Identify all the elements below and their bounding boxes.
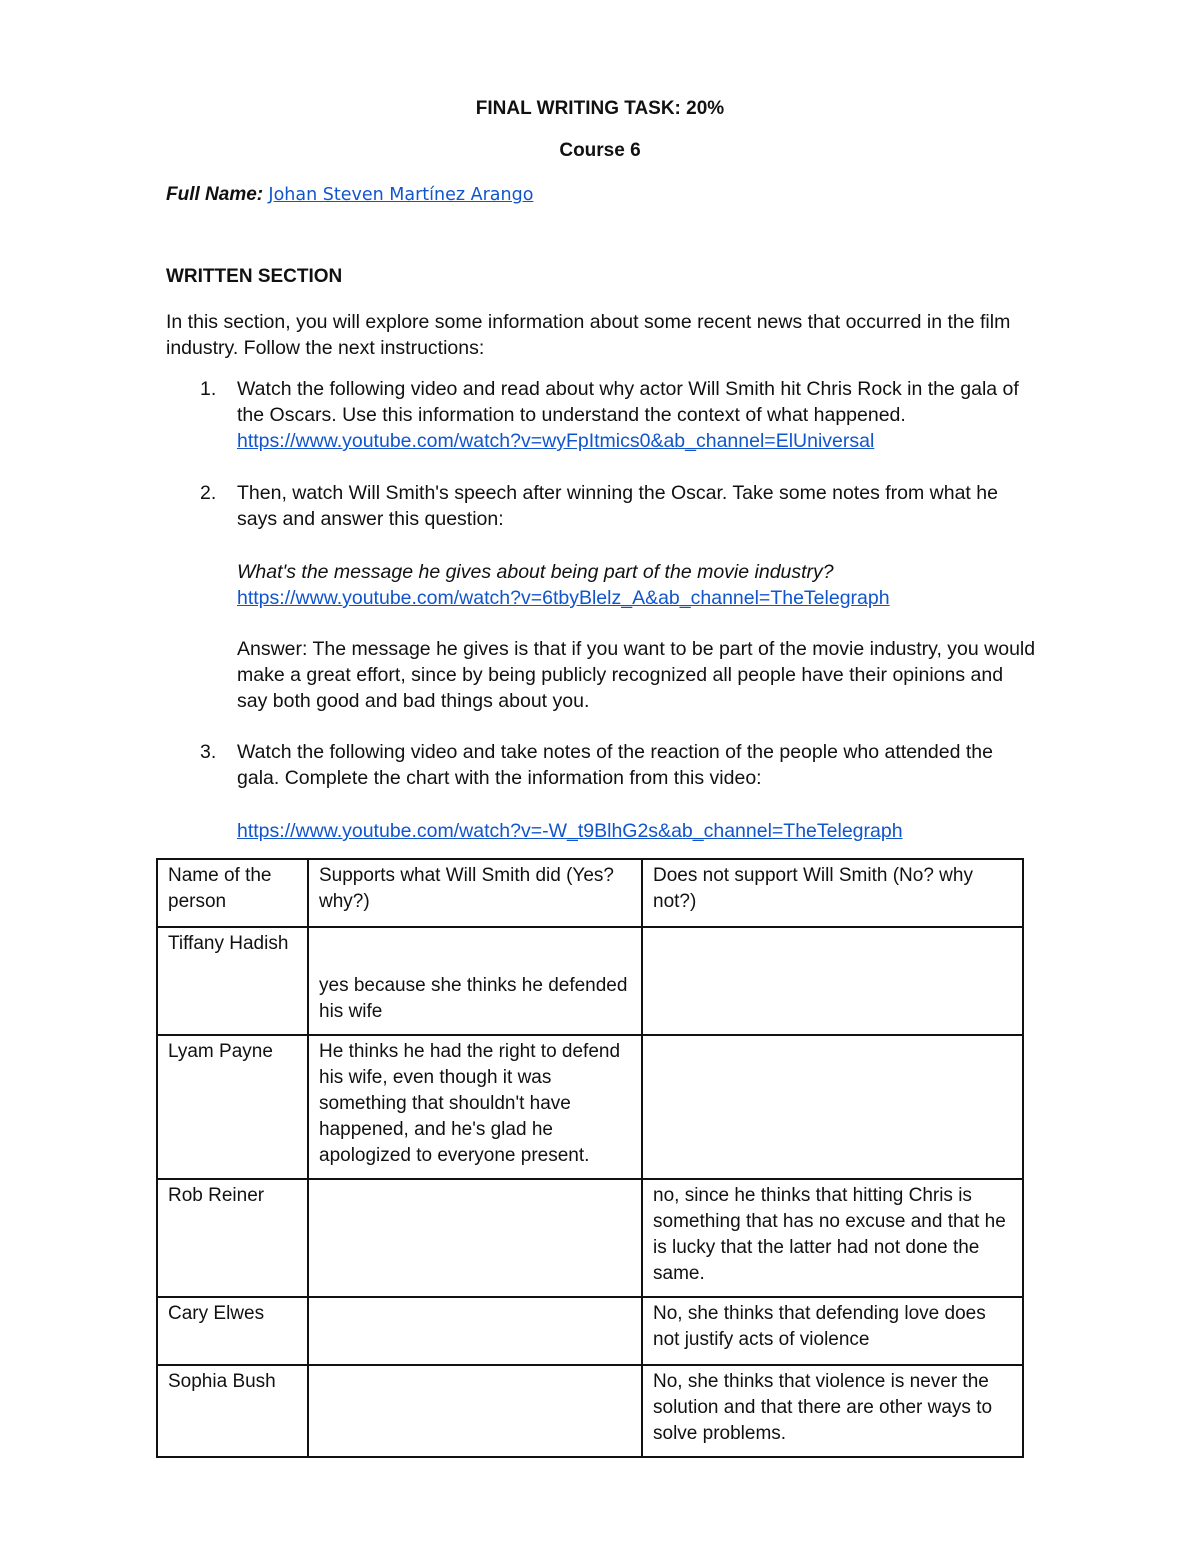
not-supports-cell: No, she thinks that defending love does not justify acts of violence [642,1297,1023,1365]
person-name: Rob Reiner [157,1179,308,1297]
full-name-label: Full Name: [166,184,264,205]
full-name-value[interactable]: Johan Steven Martínez Arango [268,185,534,205]
supports-cell: He thinks he had the right to defend his wife, even though it was something that shouldn't have happened, and he's glad he apologized to everyone present. [308,1035,642,1179]
table-header-row [157,859,1023,927]
video-link-1[interactable]: https://www.youtube.com/watch?v=wyFpItmics0&ab_channel=ElUniversal [237,430,875,452]
section-title: WRITTEN SECTION [166,266,343,287]
supports-cell [308,1179,642,1297]
not-supports-cell: no, since he thinks that hitting Chris is something that has no excuse and that he is lucky that the latter had not done the same. [642,1179,1023,1297]
item-number: 2. [200,482,217,504]
question-text: What's the message he gives about being part of the movie industry? [237,561,834,583]
person-name: Sophia Bush [157,1365,308,1457]
item-number: 1. [200,378,217,400]
not-supports-cell [642,1035,1023,1179]
header-cell-not-supports: Does not support Will Smith (No? why not?) [642,859,1023,927]
table-row [157,1035,1023,1179]
video-link-3[interactable]: https://www.youtube.com/watch?v=-W_t9BlhG2s&ab_channel=TheTelegraph [237,820,903,842]
supports-cell [308,1297,642,1365]
item-text: Watch the following video and take notes of the reaction of the people who attended the gala. Complete the chart with the information from this video: [237,741,993,789]
header-cell-supports: Supports what Will Smith did (Yes? why?) [308,859,642,927]
supports-text: yes because she thinks he defended his wife [319,975,628,1022]
person-name: Lyam Payne [157,1035,308,1179]
item-number: 3. [200,741,217,763]
table-row [157,1297,1023,1365]
not-supports-cell: No, she thinks that violence is never the solution and that there are other ways to solve problems. [642,1365,1023,1457]
course-label: Course 6 [559,140,641,161]
person-name: Tiffany Hadish [157,927,308,1035]
supports-cell [308,927,642,1035]
header-cell-name: Name of the person [157,859,308,927]
table-row [157,927,1023,1035]
table-row [157,1179,1023,1297]
person-name: Cary Elwes [157,1297,308,1365]
video-link-2[interactable]: https://www.youtube.com/watch?v=6tbyBlelz_A&ab_channel=TheTelegraph [237,587,890,609]
answer-text: Answer: The message he gives is that if you want to be part of the movie industry, you would make a great effort, since by being publicly recognized all people have their opinions and say both good and bad things about you. [237,638,1036,712]
section-intro: In this section, you will explore some information about some recent news that occurred in the film industry. Follow the next instructions: [166,311,1011,359]
not-supports-cell [642,927,1023,1035]
item-text: Then, watch Will Smith's speech after winning the Oscar. Take some notes from what he says and answer this question: [237,482,998,530]
supports-cell [308,1365,642,1457]
document-title: FINAL WRITING TASK: 20% [475,98,725,119]
reactions-table [156,858,1024,1458]
table-row [157,1365,1023,1457]
item-text: Watch the following video and read about why actor Will Smith hit Chris Rock in the gala of the Oscars. Use this information to understand the context of what happened. [237,378,1019,426]
full-name-line [166,184,533,206]
